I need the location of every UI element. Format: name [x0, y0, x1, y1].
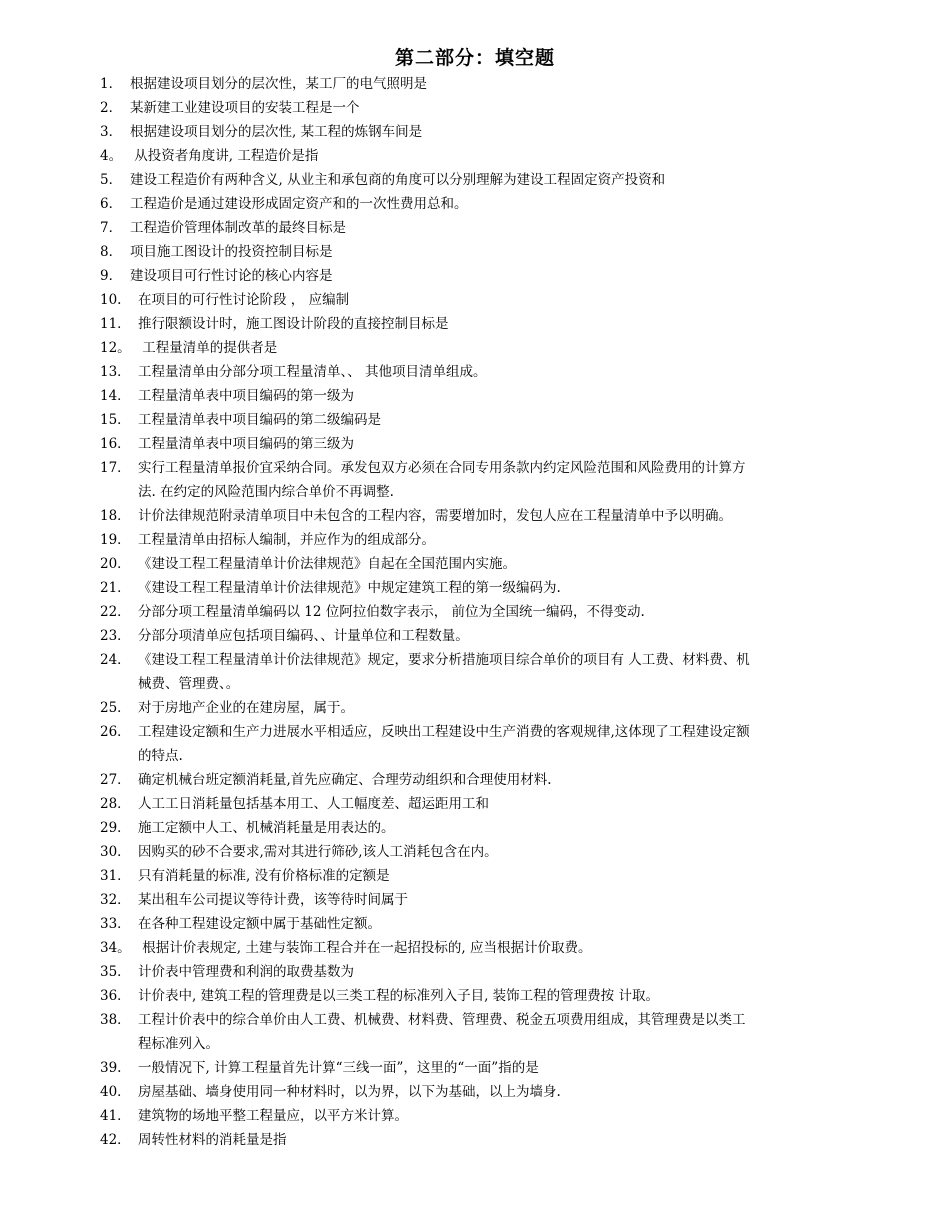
question-number: 26．: [100, 724, 131, 740]
question-number: 31．: [100, 868, 131, 884]
question-line: [100, 988, 659, 1004]
question-text-continued: 法. 在约定的风险范围内综合单价不再调整.: [138, 484, 394, 500]
question-item: [100, 936, 890, 960]
question-number: 1．: [100, 76, 123, 92]
question-text: 建筑物的场地平整工程量应，以平方米计算。: [138, 1108, 408, 1124]
question-text: 工程造价是通过建设形成固定资产和的一次性费用总和。: [130, 196, 468, 212]
question-text: 工程量清单由招标人编制，并应作为的组成部分。: [138, 532, 435, 548]
question-text: 某出租车公司提议等待计费，该等待时间属于: [138, 892, 408, 908]
question-number: 8．: [100, 244, 123, 260]
question-item: [100, 240, 890, 264]
question-number: 4。: [100, 148, 123, 164]
question-item: [100, 360, 890, 384]
question-text: 因购买的砂不合要求,需对其进行筛砂,该人工消耗包含在内。: [138, 844, 498, 860]
question-text: 工程建设定额和生产力进展水平相适应，反映出工程建设中生产消费的客观规律,这体现了工程建设定额: [138, 724, 750, 740]
question-text: 一般情况下, 计算工程量首先计算“三线一面”，这里的“一面”指的是: [138, 1060, 539, 1076]
question-line: [100, 844, 498, 860]
question-text: 计价表中管理费和利润的取费基数为: [138, 964, 354, 980]
question-number: 5．: [100, 172, 123, 188]
question-line: [100, 1008, 890, 1032]
question-line: [100, 292, 349, 308]
question-item: [100, 624, 890, 648]
question-item: [100, 1104, 890, 1128]
question-text: 《建设工程工程量清单计价法律规范》自起在全国范围内实施。: [138, 556, 516, 572]
question-line: [100, 148, 318, 164]
question-line: [100, 124, 422, 140]
question-number: 22．: [100, 604, 131, 620]
question-number: 15．: [100, 412, 131, 428]
question-line: [100, 508, 732, 524]
question-item: [100, 312, 890, 336]
question-text: 分部分项清单应包括项目编码、、计量单位和工程数量。: [138, 628, 469, 644]
question-number: 28．: [100, 796, 131, 812]
question-number: 34。: [100, 940, 131, 956]
question-line: [100, 1084, 561, 1100]
question-number: 6．: [100, 196, 123, 212]
question-number: 23．: [100, 628, 131, 644]
question-line: [100, 772, 552, 788]
question-line: [100, 796, 489, 812]
question-item: [100, 648, 890, 696]
page-title: 第二部分：填空题: [394, 47, 555, 69]
question-number: 33．: [100, 916, 131, 932]
question-line: [100, 340, 277, 356]
question-number: 17．: [100, 460, 131, 476]
question-line: [100, 628, 469, 644]
question-line: [100, 1060, 539, 1076]
question-line: [100, 456, 890, 480]
question-text: 工程造价管理体制改革的最终目标是: [130, 220, 346, 236]
question-number: 35．: [100, 964, 131, 980]
question-item: [100, 216, 890, 240]
question-line: [100, 388, 354, 404]
question-item: [100, 816, 890, 840]
question-number: 10.: [100, 292, 122, 308]
question-text-continued: 程标准列入。: [138, 1036, 219, 1052]
question-item: [100, 336, 890, 360]
question-text: 《建设工程工程量清单计价法律规范》中规定建筑工程的第一级编码为.: [138, 580, 561, 596]
question-line: [100, 556, 516, 572]
question-item: [100, 384, 890, 408]
question-number: 9．: [100, 268, 123, 284]
question-number: 29．: [100, 820, 131, 836]
question-text: 根据建设项目划分的层次性, 某工程的炼钢车间是: [130, 124, 423, 140]
question-line: [100, 316, 449, 332]
question-item: [100, 72, 890, 96]
question-number: 19．: [100, 532, 131, 548]
question-text-continued: 械费、管理费、。: [138, 676, 240, 692]
question-item: [100, 576, 890, 600]
question-item: [100, 528, 890, 552]
question-text: 工程量清单由分部分项工程量清单、、 其他项目清单组成。: [138, 364, 487, 380]
question-item: [100, 600, 890, 624]
question-item: [100, 768, 890, 792]
question-number: 32．: [100, 892, 131, 908]
question-item: [100, 168, 890, 192]
question-text: 工程量清单表中项目编码的第二级编码是: [138, 412, 381, 428]
question-item: [100, 984, 890, 1008]
question-text: 人工工日消耗量包括基本用工、人工幅度差、超运距用工和: [138, 796, 489, 812]
question-item: [100, 192, 890, 216]
question-item: [100, 888, 890, 912]
question-text: 对于房地产企业的在建房屋，属于。: [138, 700, 354, 716]
question-number: 21．: [100, 580, 131, 596]
question-number: 20．: [100, 556, 131, 572]
question-item: [100, 144, 890, 168]
question-item: [100, 840, 890, 864]
question-line: [100, 100, 360, 116]
question-item: [100, 864, 890, 888]
question-line: [100, 436, 354, 452]
question-text: 在各种工程建设定额中属于基础性定额。: [138, 916, 381, 932]
question-item: [100, 288, 890, 312]
question-text-continued: 的特点.: [138, 748, 183, 764]
question-number: 30．: [100, 844, 131, 860]
question-number: 13．: [100, 364, 131, 380]
question-number: 16．: [100, 436, 131, 452]
question-number: 18．: [100, 508, 131, 524]
question-item: [100, 696, 890, 720]
question-line: [100, 244, 333, 260]
question-number: 36．: [100, 988, 131, 1004]
question-text: 房屋基础、墙身使用同一种材料时，以为界，以下为基础，以上为墙身.: [138, 1084, 561, 1100]
question-number: 25．: [100, 700, 131, 716]
question-number: 38．: [100, 1012, 131, 1028]
question-text: 工程计价表中的综合单价由人工费、机械费、材料费、管理费、税金五项费用组成，其管理费是以类工: [138, 1012, 746, 1028]
question-text: 建设项目可行性讨论的核心内容是: [130, 268, 333, 284]
question-number: 12。: [100, 340, 131, 356]
question-item: [100, 96, 890, 120]
question-text: 在项目的可行性讨论阶段 ， 应编制: [138, 292, 350, 308]
question-number: 24．: [100, 652, 131, 668]
question-text: 项目施工图设计的投资控制目标是: [130, 244, 333, 260]
question-text: 根据建设项目划分的层次性，某工厂的电气照明是: [130, 76, 427, 92]
question-item: [100, 264, 890, 288]
question-line: [100, 532, 435, 548]
question-line: [100, 700, 354, 716]
question-line: [100, 268, 333, 284]
question-line: [100, 1108, 408, 1124]
question-item: [100, 504, 890, 528]
question-text: 工程量清单的提供者是: [138, 340, 278, 356]
question-line: [100, 820, 395, 836]
question-number: 3．: [100, 124, 123, 140]
question-text: 建设工程造价有两种含义, 从业主和承包商的角度可以分别理解为建设工程固定资产投资和: [130, 172, 666, 188]
question-line: [100, 964, 354, 980]
question-line: [100, 76, 427, 92]
question-item: [100, 792, 890, 816]
question-text: 计价法律规范附录清单项目中未包含的工程内容，需要增加时，发包人应在工程量清单中予以明确。: [138, 508, 732, 524]
question-number: 40．: [100, 1084, 131, 1100]
question-item: [100, 1080, 890, 1104]
question-text: 只有消耗量的标准, 没有价格标准的定额是: [138, 868, 390, 884]
question-item: [100, 1056, 890, 1080]
question-item: [100, 456, 890, 504]
question-text: 推行限额设计时，施工图设计阶段的直接控制目标是: [138, 316, 449, 332]
question-text: 从投资者角度讲, 工程造价是指: [130, 148, 319, 164]
question-line: [100, 648, 890, 672]
question-line: [100, 1132, 287, 1148]
question-number: 11．: [100, 316, 131, 332]
question-line: [100, 892, 408, 908]
question-line: [100, 172, 665, 188]
question-line: [100, 364, 487, 380]
question-number: 7．: [100, 220, 123, 236]
question-line: [100, 868, 390, 884]
question-line: [100, 580, 561, 596]
question-item: [100, 120, 890, 144]
question-number: 41．: [100, 1108, 131, 1124]
question-text: 根据计价表规定, 土建与装饰工程合并在一起招投标的, 应当根据计价取费。: [138, 940, 592, 956]
question-text: 分部分项工程量清单编码以 12 位阿拉伯数字表示， 前位为全国统一编码，不得变动.: [138, 604, 645, 620]
question-item: [100, 552, 890, 576]
question-text: 确定机械台班定额消耗量,首先应确定、合理劳动组织和合理使用材料.: [138, 772, 552, 788]
question-text: 《建设工程工程量清单计价法律规范》规定，要求分析措施项目综合单价的项目有 人工费、材料费、机: [138, 652, 750, 668]
question-line: [100, 412, 381, 428]
question-number: 39.: [100, 1060, 122, 1076]
question-line: [100, 604, 645, 620]
question-line: [100, 196, 468, 212]
question-text: 工程量清单表中项目编码的第三级为: [138, 436, 354, 452]
question-line: [100, 720, 890, 744]
question-text: 实行工程量清单报价宜采纳合同。承发包双方必须在合同专用条款内约定风险范围和风险费用的计算方: [138, 460, 746, 476]
question-item: [100, 1008, 890, 1056]
question-number: 2．: [100, 100, 123, 116]
question-item: [100, 408, 890, 432]
question-item: [100, 432, 890, 456]
question-number: 14．: [100, 388, 131, 404]
question-text: 工程量清单表中项目编码的第一级为: [138, 388, 354, 404]
question-item: [100, 720, 890, 768]
question-text: 计价表中, 建筑工程的管理费是以三类工程的标准列入子目, 装饰工程的管理费按 计取。: [138, 988, 659, 1004]
question-text: 施工定额中人工、机械消耗量是用表达的。: [138, 820, 395, 836]
question-item: [100, 912, 890, 936]
question-number: 42．: [100, 1132, 131, 1148]
question-line: [100, 940, 591, 956]
question-number: 27．: [100, 772, 131, 788]
question-text: 周转性材料的消耗量是指: [138, 1132, 287, 1148]
question-item: [100, 1128, 890, 1152]
question-line: [100, 916, 381, 932]
question-item: [100, 960, 890, 984]
question-text: 某新建工业建设项目的安装工程是一个: [130, 100, 360, 116]
question-line: [100, 220, 346, 236]
